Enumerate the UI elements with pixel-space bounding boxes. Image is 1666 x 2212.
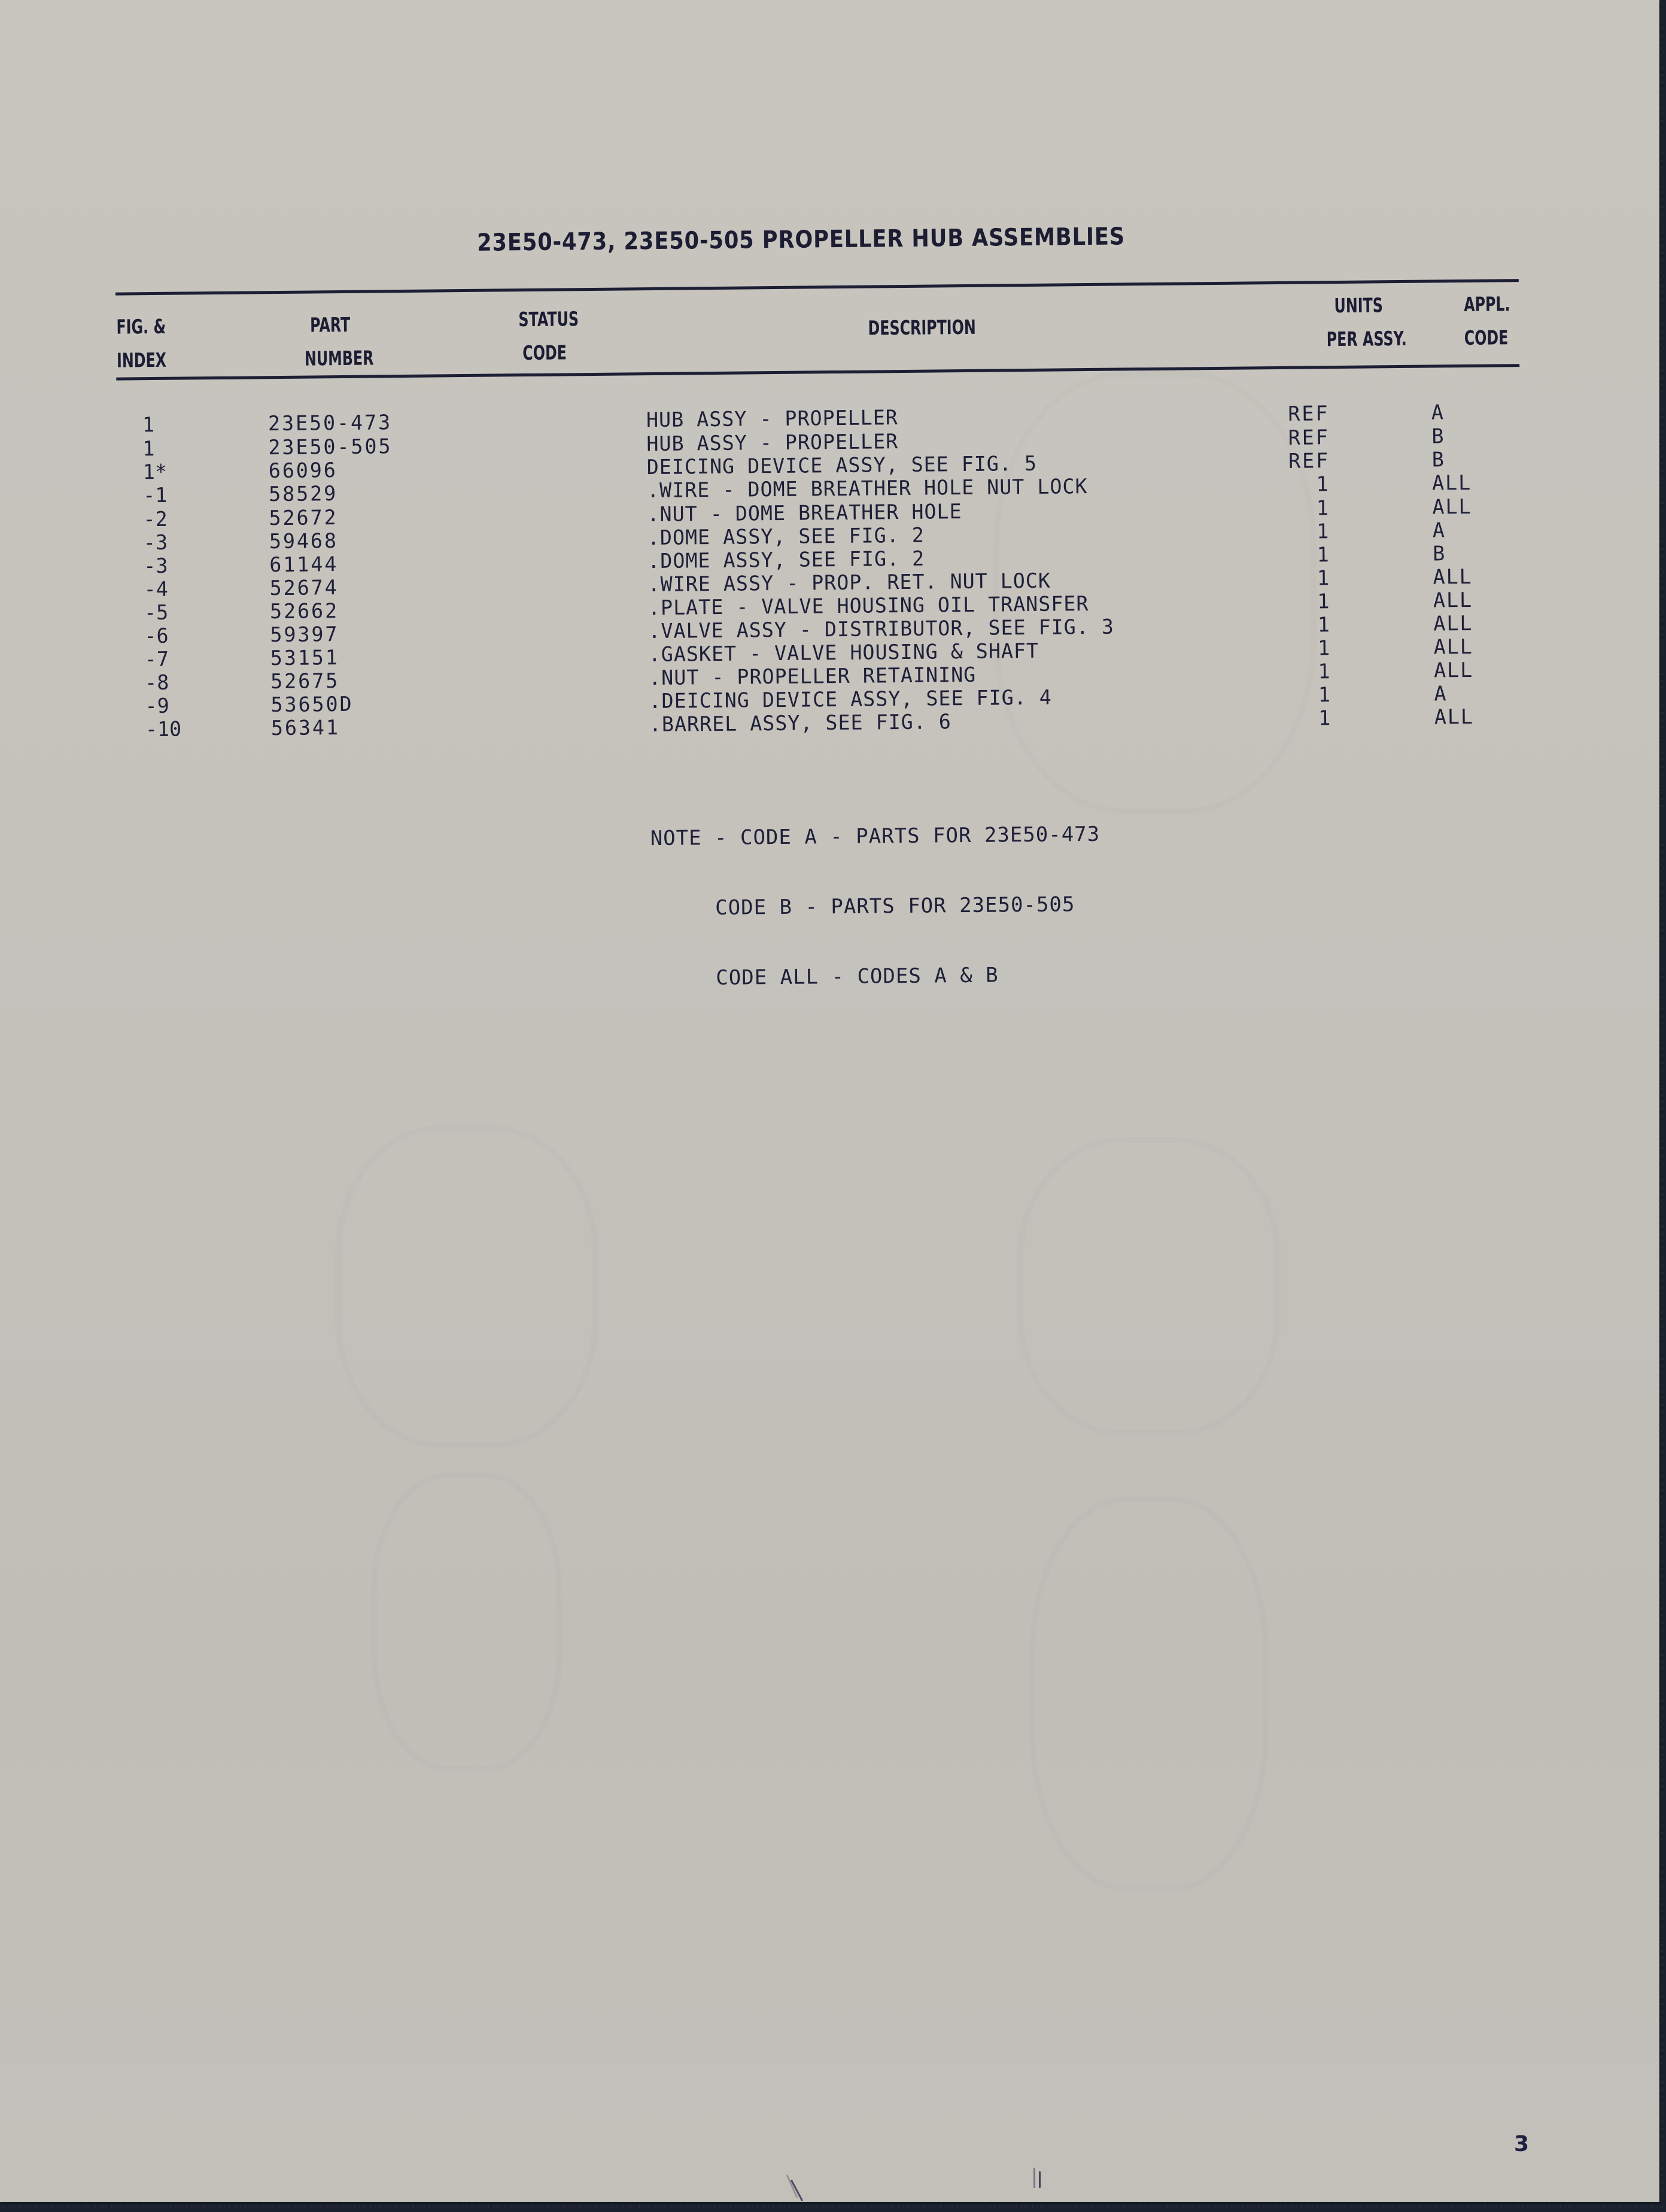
- appl-code-cell: B: [1431, 448, 1445, 472]
- units-cell: REF: [1288, 426, 1330, 450]
- appl-code-cell: A: [1434, 682, 1448, 706]
- part-number-cell: 53650D: [270, 692, 354, 718]
- description-cell: .WIRE - DOME BREATHER HOLE NUT LOCK: [646, 475, 1088, 503]
- fig-index-cell: -4: [144, 577, 169, 602]
- column-header-status-code-line2: CODE: [522, 341, 567, 365]
- fig-index-cell: -5: [144, 600, 169, 625]
- column-header-fig-index: [116, 310, 166, 378]
- part-number-cell: 59468: [269, 529, 339, 554]
- appl-code-cell: B: [1431, 424, 1445, 449]
- pencil-mark: [1033, 2168, 1035, 2188]
- column-header-part-number: [304, 308, 374, 376]
- fig-index-cell: -8: [144, 670, 169, 695]
- fig-index-cell: -3: [143, 530, 168, 555]
- part-number-cell: 59397: [270, 622, 339, 648]
- fig-index-cell: -10: [145, 717, 182, 742]
- note-line-code-b: CODE B - PARTS FOR 23E50-505: [650, 892, 1075, 921]
- appl-code-cell: ALL: [1433, 588, 1473, 613]
- description-cell: HUB ASSY - PROPELLER: [646, 430, 899, 457]
- part-number-cell: 61144: [269, 552, 339, 578]
- code-note: [650, 776, 1102, 1037]
- fig-index-cell: 1: [142, 413, 155, 437]
- description-cell: .DEICING DEVICE ASSY, SEE FIG. 4: [649, 685, 1052, 714]
- units-cell: 1: [1318, 660, 1332, 684]
- header-top-rule: [115, 279, 1519, 296]
- fig-index-cell: -6: [144, 624, 169, 649]
- part-number-cell: 52674: [269, 576, 339, 601]
- column-header-part-number-line1: PART: [309, 312, 351, 337]
- column-header-units-per-assy: [1326, 288, 1407, 356]
- units-cell: 1: [1317, 543, 1331, 567]
- appl-code-cell: ALL: [1433, 611, 1473, 636]
- description-cell: .VALVE ASSY - DISTRIBUTOR, SEE FIG. 3: [648, 615, 1115, 644]
- appl-code-cell: ALL: [1433, 634, 1473, 660]
- column-header-appl-code: [1464, 288, 1510, 355]
- fig-index-cell: -9: [145, 694, 169, 719]
- column-header-status-code-line1: STATUS: [518, 307, 579, 332]
- description-cell: .BARREL ASSY, SEE FIG. 6: [649, 710, 952, 737]
- part-number-cell: 66096: [268, 458, 338, 484]
- part-number-cell: 56341: [270, 716, 341, 741]
- part-number-cell: 23E50-473: [267, 411, 393, 436]
- units-cell: 1: [1318, 706, 1333, 731]
- units-cell: 1: [1317, 519, 1331, 544]
- column-header-appl-code-line1: APPL.: [1464, 292, 1510, 316]
- appl-code-cell: ALL: [1432, 494, 1472, 519]
- description-cell: .WIRE ASSY - PROP. RET. NUT LOCK: [647, 569, 1051, 597]
- page-number: 3: [1514, 2132, 1530, 2156]
- description-cell: .PLATE - VALVE HOUSING OIL TRANSFER: [647, 592, 1089, 621]
- description-cell: DEICING DEVICE ASSY, SEE FIG. 5: [646, 451, 1038, 480]
- units-cell: 1: [1317, 590, 1331, 614]
- part-number-cell: 52675: [270, 669, 340, 694]
- units-cell: 1: [1318, 683, 1333, 707]
- appl-code-cell: ALL: [1431, 470, 1472, 496]
- page-title: 23E50-473, 23E50-505 PROPELLER HUB ASSEMBLIES: [476, 223, 1126, 257]
- note-line-code-a: NOTE - CODE A - PARTS FOR 23E50-473: [650, 822, 1100, 851]
- column-header-description: [868, 311, 976, 345]
- column-header-units-line2: PER ASSY.: [1326, 326, 1407, 351]
- description-cell: .DOME ASSY, SEE FIG. 2: [647, 523, 925, 551]
- appl-code-cell: B: [1433, 542, 1446, 566]
- column-header-fig-index-line1: FIG. &: [116, 314, 166, 339]
- units-cell: 1: [1316, 496, 1331, 521]
- fig-index-cell: -3: [144, 554, 168, 579]
- pencil-mark: [1039, 2171, 1041, 2188]
- description-cell: .DOME ASSY, SEE FIG. 2: [647, 546, 925, 574]
- appl-code-cell: A: [1431, 400, 1445, 425]
- column-header-units-line1: UNITS: [1334, 293, 1384, 318]
- fig-index-cell: -2: [143, 507, 168, 532]
- part-number-cell: 58529: [268, 482, 338, 507]
- units-cell: 1: [1316, 472, 1330, 497]
- column-header-appl-code-line2: CODE: [1464, 326, 1509, 350]
- fig-index-cell: 1*: [142, 460, 168, 485]
- units-cell: 1: [1317, 613, 1331, 637]
- units-cell: 1: [1317, 566, 1331, 591]
- part-number-cell: 52672: [269, 506, 338, 531]
- description-cell: HUB ASSY - PROPELLER: [646, 406, 899, 433]
- units-cell: REF: [1288, 449, 1330, 473]
- fig-index-cell: -1: [142, 483, 168, 508]
- column-header-description-label: DESCRIPTION: [868, 315, 976, 340]
- appl-code-cell: A: [1432, 518, 1446, 543]
- description-cell: .NUT - PROPELLER RETAINING: [648, 663, 977, 691]
- column-header-part-number-line2: NUMBER: [304, 346, 374, 370]
- fig-index-cell: -7: [144, 647, 169, 672]
- units-cell: 1: [1317, 636, 1332, 661]
- note-line-code-all: CODE ALL - CODES A & B: [651, 963, 999, 991]
- appl-code-cell: ALL: [1433, 658, 1474, 683]
- fig-index-cell: 1: [142, 437, 155, 461]
- appl-code-cell: ALL: [1433, 564, 1473, 590]
- appl-code-cell: ALL: [1434, 704, 1475, 730]
- column-header-status-code: [518, 302, 579, 370]
- description-cell: .GASKET - VALVE HOUSING & SHAFT: [648, 639, 1039, 667]
- part-number-cell: 52662: [269, 599, 339, 624]
- column-header-fig-index-line2: INDEX: [116, 348, 167, 372]
- part-number-cell: 53151: [270, 646, 340, 671]
- units-cell: REF: [1288, 402, 1330, 426]
- description-cell: .NUT - DOME BREATHER HOLE: [647, 500, 962, 527]
- part-number-cell: 23E50-505: [268, 434, 393, 460]
